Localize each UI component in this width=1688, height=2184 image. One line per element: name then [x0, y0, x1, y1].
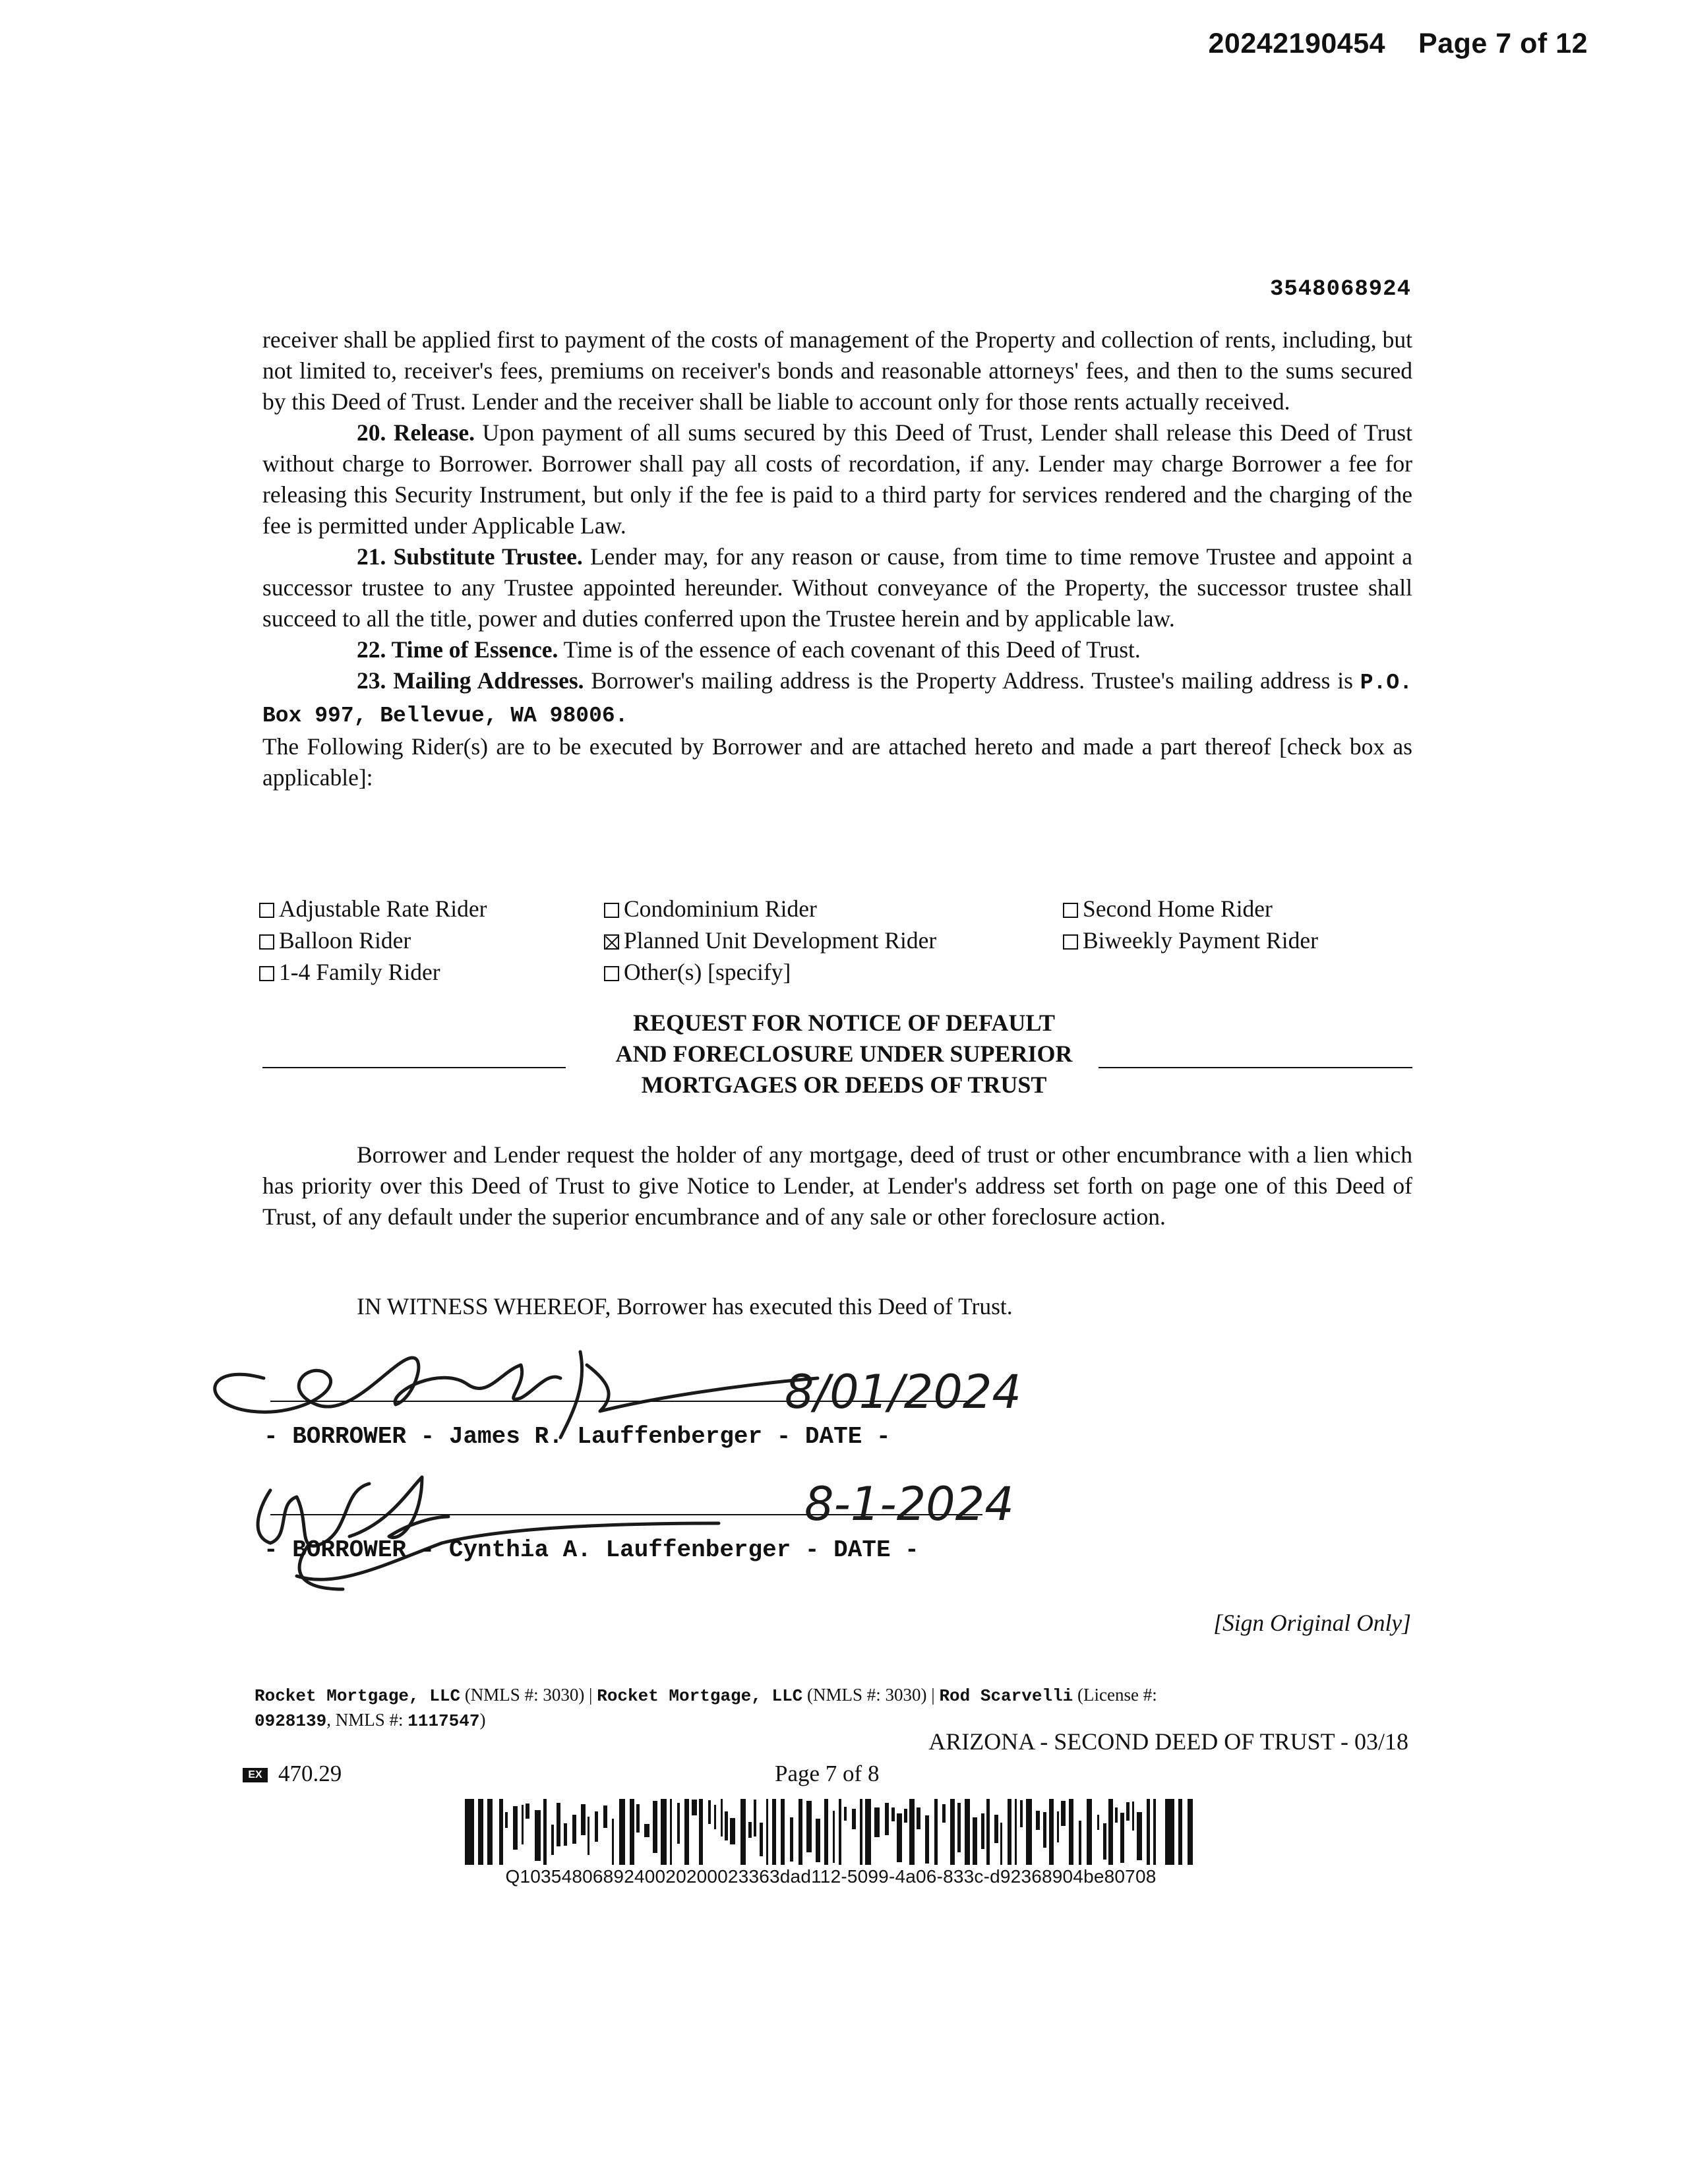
- page-number: Page 7 of 8: [775, 1761, 880, 1786]
- trustee-mailing-address: P.O. Box 997, Bellevue, WA 98006.: [262, 671, 1412, 728]
- riders-intro: The Following Rider(s) are to be executed by Borrower and are attached hereto and made a part thereof [check box as applicable]:: [262, 733, 1412, 791]
- rider-1-4-family[interactable]: 1-4 Family Rider: [259, 956, 440, 988]
- checkbox-icon[interactable]: [1063, 903, 1078, 918]
- lender-footer: Rocket Mortgage, LLC (NMLS #: 3030) | Rocket Mortgage, LLC (NMLS #: 3030) | Rod Scarvelli (License #: 0928139, NMLS #: 1117547): [255, 1685, 1157, 1731]
- license-number: 0928139: [255, 1711, 327, 1731]
- recording-page-label: Page 7 of 12: [1418, 28, 1588, 59]
- mailing-addresses-heading: 23. Mailing Addresses.: [357, 667, 584, 694]
- time-of-essence-paragraph: 22. Time of Essence. Time is of the essence of each covenant of this Deed of Trust.: [357, 636, 1141, 663]
- sign-original-only: [Sign Original Only]: [1213, 1610, 1411, 1636]
- rider-planned-unit-development[interactable]: Planned Unit Development Rider: [604, 925, 936, 956]
- title-rule-left: [262, 1067, 566, 1068]
- originator-nmls-number: 1117547: [407, 1711, 480, 1731]
- loan-originator: Rod Scarvelli: [939, 1686, 1073, 1706]
- signature-date-1: 8/01/2024: [785, 1365, 1021, 1419]
- rider-second-home[interactable]: Second Home Rider: [1063, 893, 1273, 925]
- release-paragraph: 20. Release. Upon payment of all sums secured by this Deed of Trust, Lender shall release this Deed of Trust without charge to Borrower. Borrower shall pay all costs of recordation, if any. Lender may charge Borrower a fee for releasing this Security Instrument, but only if the fee is paid to a third party for services rendered and the charging of the fee is permitted under Applicable Law.: [262, 419, 1412, 539]
- substitute-trustee-heading: 21. Substitute Trustee.: [357, 543, 583, 570]
- checkbox-icon[interactable]: [259, 966, 274, 981]
- release-heading: 20. Release.: [357, 419, 475, 446]
- rider-condominium[interactable]: Condominium Rider: [604, 893, 817, 925]
- form-code: EX 470.29: [243, 1761, 342, 1787]
- barcode-icon: [465, 1799, 1197, 1865]
- mailing-addresses-paragraph: 23. Mailing Addresses. Borrower's mailing address is the Property Address. Trustee's mailing address is P.O. Box 997, Bellevue, WA 98006.: [262, 667, 1412, 728]
- rider-biweekly-payment[interactable]: Biweekly Payment Rider: [1063, 925, 1318, 956]
- recording-header: [1208, 28, 1588, 60]
- document-number: 20242190454: [1208, 28, 1386, 59]
- loan-number: 3548068924: [1269, 277, 1411, 302]
- borrower-signature-line-1: - BORROWER - James R. Lauffenberger - DATE -: [264, 1423, 891, 1450]
- checked-checkbox-icon[interactable]: [604, 934, 619, 950]
- request-notice-body: Borrower and Lender request the holder of any mortgage, deed of trust or other encumbrance with a lien which has priority over this Deed of Trust to give Notice to Lender, at Lender's address set forth on page one of this Deed of Trust, of any default under the superior encumbrance and of any sale or other foreclosure action.: [262, 1141, 1412, 1230]
- checkbox-icon[interactable]: [1063, 934, 1078, 950]
- lender-name-2: Rocket Mortgage, LLC: [597, 1686, 803, 1706]
- checkbox-icon[interactable]: [604, 966, 619, 981]
- barcode-text: Q1035480689240020200023363dad112-5099-4a06-833c-d92368904be80708: [505, 1866, 1157, 1887]
- deed-body: [262, 324, 1412, 793]
- substitute-trustee-paragraph: 21. Substitute Trustee. Lender may, for any reason or cause, from time to time remove Trustee and appoint a successor trustee to any Trustee appointed hereunder. Without conveyance of the Property, the successor trustee shall succeed to all the title, power and duties conferred upon the Trustee herein and by applicable law.: [262, 543, 1412, 632]
- checkbox-icon[interactable]: [259, 934, 274, 950]
- form-name: ARIZONA - SECOND DEED OF TRUST - 03/18: [928, 1728, 1408, 1755]
- form-code-badge: EX: [243, 1768, 268, 1782]
- rider-others[interactable]: Other(s) [specify]: [604, 956, 791, 988]
- time-of-essence-heading: 22. Time of Essence.: [357, 636, 558, 663]
- receiver-paragraph: receiver shall be applied first to payment of the costs of management of the Property and collection of rents, including, but not limited to, receiver's fees, premiums on receiver's bonds and reasonable attorneys' fees, and then to the sums secured by this Deed of Trust. Lender and the receiver shall be liable to account only for those rents actually received.: [262, 326, 1412, 415]
- lender-name-1: Rocket Mortgage, LLC: [255, 1686, 461, 1706]
- borrower-signature-line-2: - BORROWER - Cynthia A. Lauffenberger - DATE -: [264, 1536, 919, 1563]
- title-rule-right: [1099, 1067, 1412, 1068]
- witness-statement: IN WITNESS WHEREOF, Borrower has executed this Deed of Trust.: [357, 1293, 1013, 1320]
- signature-date-2: 8-1-2024: [804, 1477, 1014, 1531]
- rider-balloon[interactable]: Balloon Rider: [259, 925, 411, 956]
- rider-adjustable-rate[interactable]: Adjustable Rate Rider: [259, 893, 487, 925]
- checkbox-icon[interactable]: [604, 903, 619, 918]
- request-notice-title: REQUEST FOR NOTICE OF DEFAULT AND FORECLOSURE UNDER SUPERIOR MORTGAGES OR DEEDS OF TRUST: [615, 1010, 1073, 1098]
- checkbox-icon[interactable]: [259, 903, 274, 918]
